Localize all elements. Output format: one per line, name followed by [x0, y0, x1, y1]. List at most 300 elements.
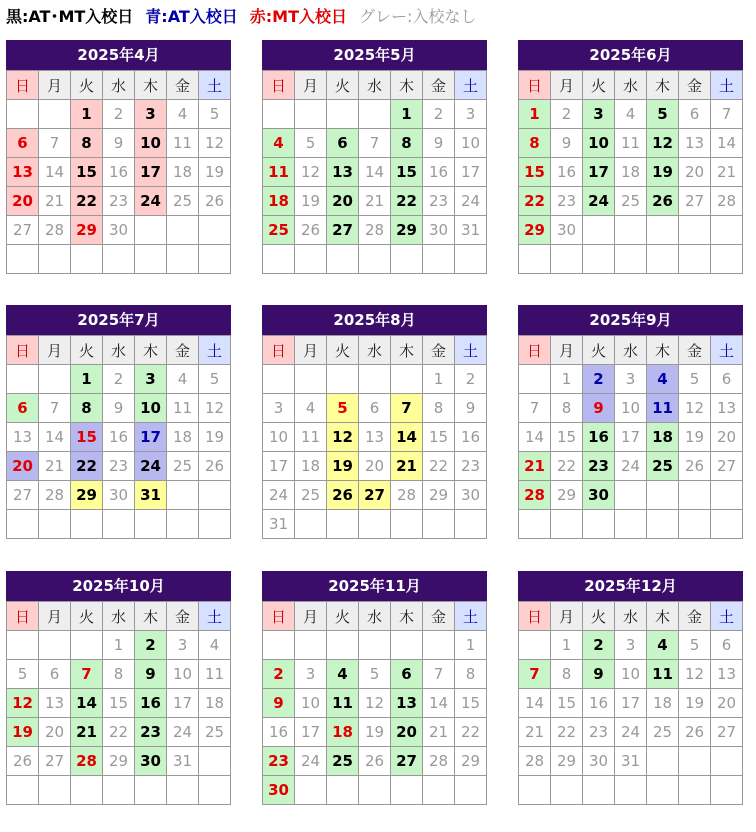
day-cell[interactable]: 19 — [679, 423, 711, 452]
day-cell[interactable]: 29 — [519, 216, 551, 245]
day-cell[interactable]: 31 — [167, 747, 199, 776]
day-cell[interactable]: 3 — [295, 660, 327, 689]
day-cell[interactable]: 23 — [583, 718, 615, 747]
day-cell[interactable]: 6 — [7, 129, 39, 158]
day-cell[interactable]: 18 — [615, 158, 647, 187]
weekday-header — [7, 602, 231, 631]
day-cell[interactable]: 25 — [263, 216, 295, 245]
day-cell[interactable]: 16 — [583, 689, 615, 718]
day-cell[interactable]: 22 — [71, 452, 103, 481]
day-cell[interactable]: 22 — [551, 452, 583, 481]
day-cell[interactable]: 15 — [423, 423, 455, 452]
day-cell[interactable]: 19 — [327, 452, 359, 481]
day-cell[interactable]: 28 — [39, 481, 71, 510]
day-cell[interactable]: 20 — [327, 187, 359, 216]
day-cell[interactable]: 13 — [7, 423, 39, 452]
day-cell[interactable]: 12 — [679, 660, 711, 689]
day-cell[interactable]: 11 — [199, 660, 231, 689]
day-cell[interactable]: 9 — [551, 129, 583, 158]
day-cell[interactable]: 13 — [39, 689, 71, 718]
day-cell[interactable]: 31 — [135, 481, 167, 510]
day-cell[interactable]: 14 — [39, 158, 71, 187]
day-cell[interactable]: 7 — [359, 129, 391, 158]
day-cell[interactable]: 13 — [7, 158, 39, 187]
day-cell[interactable]: 22 — [391, 187, 423, 216]
day-cell[interactable]: 12 — [679, 394, 711, 423]
day-cell[interactable]: 21 — [423, 718, 455, 747]
day-cell[interactable]: 16 — [135, 689, 167, 718]
day-cell[interactable]: 24 — [455, 187, 487, 216]
day-cell[interactable]: 30 — [103, 216, 135, 245]
day-cell[interactable]: 9 — [263, 689, 295, 718]
day-cell[interactable]: 14 — [519, 689, 551, 718]
week-row — [519, 776, 743, 805]
day-cell[interactable]: 17 — [135, 158, 167, 187]
day-cell[interactable]: 29 — [71, 216, 103, 245]
day-cell[interactable]: 15 — [103, 689, 135, 718]
day-cell[interactable]: 2 — [103, 365, 135, 394]
day-cell[interactable]: 30 — [551, 216, 583, 245]
day-cell[interactable]: 8 — [551, 394, 583, 423]
empty-cell — [327, 365, 359, 394]
day-cell[interactable]: 15 — [519, 158, 551, 187]
day-cell[interactable]: 12 — [199, 129, 231, 158]
day-cell[interactable]: 24 — [615, 718, 647, 747]
day-cell[interactable]: 5 — [199, 365, 231, 394]
day-cell[interactable]: 2 — [551, 100, 583, 129]
day-cell[interactable]: 12 — [359, 689, 391, 718]
day-cell[interactable]: 14 — [423, 689, 455, 718]
day-cell[interactable]: 1 — [519, 100, 551, 129]
day-cell[interactable]: 19 — [359, 718, 391, 747]
weekday-label: 火 — [71, 71, 103, 100]
day-cell[interactable]: 23 — [103, 187, 135, 216]
day-cell[interactable]: 25 — [199, 718, 231, 747]
day-cell[interactable]: 23 — [583, 452, 615, 481]
day-cell[interactable]: 6 — [327, 129, 359, 158]
empty-cell — [327, 776, 359, 805]
day-cell[interactable]: 19 — [679, 689, 711, 718]
day-cell[interactable]: 22 — [103, 718, 135, 747]
day-cell[interactable]: 16 — [263, 718, 295, 747]
weekday-label: 土 — [455, 336, 487, 365]
day-cell[interactable]: 23 — [455, 452, 487, 481]
day-cell[interactable]: 26 — [327, 481, 359, 510]
day-cell[interactable]: 11 — [295, 423, 327, 452]
day-cell[interactable]: 26 — [359, 747, 391, 776]
day-cell[interactable]: 30 — [263, 776, 295, 805]
day-cell[interactable]: 17 — [615, 423, 647, 452]
day-cell[interactable]: 7 — [71, 660, 103, 689]
day-cell[interactable]: 13 — [359, 423, 391, 452]
day-cell[interactable]: 21 — [39, 187, 71, 216]
day-cell[interactable]: 12 — [295, 158, 327, 187]
day-cell[interactable]: 30 — [103, 481, 135, 510]
empty-cell — [103, 510, 135, 539]
day-cell[interactable]: 28 — [519, 747, 551, 776]
day-cell[interactable]: 16 — [103, 158, 135, 187]
day-cell[interactable]: 9 — [583, 660, 615, 689]
day-cell[interactable]: 10 — [615, 394, 647, 423]
day-cell[interactable]: 21 — [359, 187, 391, 216]
day-cell[interactable]: 23 — [263, 747, 295, 776]
day-cell[interactable]: 5 — [359, 660, 391, 689]
day-cell[interactable]: 18 — [647, 689, 679, 718]
day-cell[interactable]: 1 — [71, 100, 103, 129]
day-cell[interactable]: 5 — [295, 129, 327, 158]
day-cell[interactable]: 18 — [199, 689, 231, 718]
month-calendar — [6, 40, 231, 274]
day-cell[interactable]: 1 — [103, 631, 135, 660]
day-cell[interactable]: 12 — [7, 689, 39, 718]
day-cell[interactable]: 12 — [647, 129, 679, 158]
day-cell[interactable]: 1 — [71, 365, 103, 394]
day-cell[interactable]: 19 — [647, 158, 679, 187]
day-cell[interactable]: 24 — [135, 452, 167, 481]
day-cell[interactable]: 2 — [455, 365, 487, 394]
day-cell[interactable]: 12 — [199, 394, 231, 423]
day-cell[interactable]: 17 — [135, 423, 167, 452]
week-row — [519, 747, 743, 776]
day-cell[interactable]: 23 — [551, 187, 583, 216]
day-cell[interactable]: 14 — [519, 423, 551, 452]
day-cell[interactable]: 7 — [391, 394, 423, 423]
day-cell[interactable]: 6 — [39, 660, 71, 689]
day-cell[interactable]: 21 — [711, 158, 743, 187]
day-cell[interactable]: 28 — [391, 481, 423, 510]
day-cell[interactable]: 10 — [295, 689, 327, 718]
empty-cell — [391, 631, 423, 660]
day-cell[interactable]: 8 — [455, 660, 487, 689]
day-cell[interactable]: 2 — [423, 100, 455, 129]
day-cell[interactable]: 15 — [71, 423, 103, 452]
day-cell[interactable]: 6 — [679, 100, 711, 129]
week-row — [7, 776, 231, 805]
day-cell[interactable]: 15 — [391, 158, 423, 187]
day-cell[interactable]: 8 — [519, 129, 551, 158]
day-cell[interactable]: 25 — [647, 452, 679, 481]
day-cell[interactable]: 11 — [167, 394, 199, 423]
day-cell[interactable]: 24 — [615, 452, 647, 481]
day-cell[interactable]: 29 — [551, 747, 583, 776]
day-cell[interactable]: 10 — [583, 129, 615, 158]
day-cell[interactable]: 26 — [295, 216, 327, 245]
day-cell[interactable]: 27 — [711, 718, 743, 747]
day-cell[interactable]: 18 — [167, 423, 199, 452]
day-cell[interactable]: 28 — [39, 216, 71, 245]
day-cell[interactable]: 21 — [519, 452, 551, 481]
weekday-header — [519, 336, 743, 365]
day-cell[interactable]: 3 — [167, 631, 199, 660]
day-cell[interactable]: 3 — [615, 631, 647, 660]
day-cell[interactable]: 24 — [583, 187, 615, 216]
day-cell[interactable]: 17 — [295, 718, 327, 747]
day-cell[interactable]: 4 — [263, 129, 295, 158]
day-cell[interactable]: 26 — [199, 187, 231, 216]
day-cell[interactable]: 16 — [583, 423, 615, 452]
day-cell[interactable]: 27 — [7, 216, 39, 245]
day-cell[interactable]: 5 — [7, 660, 39, 689]
day-cell[interactable]: 20 — [711, 689, 743, 718]
day-cell[interactable]: 7 — [519, 660, 551, 689]
day-cell[interactable]: 8 — [551, 660, 583, 689]
day-cell[interactable]: 18 — [295, 452, 327, 481]
day-cell[interactable]: 8 — [71, 394, 103, 423]
day-cell[interactable]: 30 — [583, 747, 615, 776]
day-cell[interactable]: 26 — [7, 747, 39, 776]
empty-cell — [7, 631, 39, 660]
day-cell[interactable]: 1 — [455, 631, 487, 660]
day-cell[interactable]: 3 — [263, 394, 295, 423]
day-cell[interactable]: 15 — [71, 158, 103, 187]
day-cell[interactable]: 23 — [135, 718, 167, 747]
day-cell[interactable]: 8 — [103, 660, 135, 689]
day-cell[interactable]: 29 — [103, 747, 135, 776]
day-cell[interactable]: 28 — [359, 216, 391, 245]
empty-cell — [679, 776, 711, 805]
day-cell[interactable]: 2 — [135, 631, 167, 660]
day-cell[interactable]: 25 — [167, 452, 199, 481]
day-cell[interactable]: 29 — [391, 216, 423, 245]
day-cell[interactable]: 5 — [647, 100, 679, 129]
day-cell[interactable]: 10 — [135, 129, 167, 158]
day-cell[interactable]: 3 — [135, 365, 167, 394]
day-cell[interactable]: 4 — [647, 631, 679, 660]
day-cell[interactable]: 14 — [71, 689, 103, 718]
day-cell[interactable]: 14 — [39, 423, 71, 452]
day-cell[interactable]: 22 — [71, 187, 103, 216]
empty-cell — [615, 245, 647, 274]
day-cell[interactable]: 20 — [7, 187, 39, 216]
day-cell[interactable]: 7 — [519, 394, 551, 423]
empty-cell — [583, 776, 615, 805]
day-cell[interactable]: 6 — [391, 660, 423, 689]
day-cell[interactable]: 21 — [71, 718, 103, 747]
day-cell[interactable]: 7 — [39, 394, 71, 423]
empty-cell — [39, 776, 71, 805]
day-cell[interactable]: 20 — [711, 423, 743, 452]
day-cell[interactable]: 22 — [455, 718, 487, 747]
day-cell[interactable]: 29 — [455, 747, 487, 776]
day-cell[interactable]: 5 — [199, 100, 231, 129]
day-cell[interactable]: 3 — [615, 365, 647, 394]
day-cell[interactable]: 28 — [519, 481, 551, 510]
day-cell[interactable]: 4 — [647, 365, 679, 394]
day-cell[interactable]: 3 — [455, 100, 487, 129]
day-cell[interactable]: 31 — [615, 747, 647, 776]
day-cell[interactable]: 13 — [711, 660, 743, 689]
day-cell[interactable]: 9 — [103, 394, 135, 423]
day-cell[interactable]: 5 — [679, 631, 711, 660]
day-cell[interactable]: 22 — [519, 187, 551, 216]
day-cell[interactable]: 18 — [263, 187, 295, 216]
day-cell[interactable]: 2 — [263, 660, 295, 689]
day-cell[interactable]: 9 — [135, 660, 167, 689]
day-cell[interactable]: 18 — [167, 158, 199, 187]
day-cell[interactable]: 1 — [551, 631, 583, 660]
day-cell[interactable]: 20 — [679, 158, 711, 187]
day-cell[interactable]: 17 — [167, 689, 199, 718]
day-cell[interactable]: 25 — [615, 187, 647, 216]
day-cell[interactable]: 7 — [39, 129, 71, 158]
day-cell[interactable]: 11 — [647, 394, 679, 423]
day-cell[interactable]: 25 — [327, 747, 359, 776]
day-cell[interactable]: 25 — [167, 187, 199, 216]
day-cell[interactable]: 10 — [263, 423, 295, 452]
day-cell[interactable]: 28 — [71, 747, 103, 776]
day-cell[interactable]: 11 — [167, 129, 199, 158]
day-cell[interactable]: 30 — [423, 216, 455, 245]
day-cell[interactable]: 10 — [455, 129, 487, 158]
day-cell[interactable]: 4 — [295, 394, 327, 423]
day-cell[interactable]: 14 — [711, 129, 743, 158]
day-cell[interactable]: 25 — [647, 718, 679, 747]
day-cell[interactable]: 13 — [391, 689, 423, 718]
day-cell[interactable]: 8 — [391, 129, 423, 158]
day-cell[interactable]: 12 — [327, 423, 359, 452]
day-cell[interactable]: 20 — [39, 718, 71, 747]
day-cell[interactable]: 4 — [615, 100, 647, 129]
day-cell[interactable]: 8 — [71, 129, 103, 158]
day-cell[interactable]: 16 — [455, 423, 487, 452]
day-cell[interactable]: 17 — [263, 452, 295, 481]
week-row — [7, 660, 231, 689]
day-cell[interactable]: 31 — [455, 216, 487, 245]
day-cell[interactable]: 17 — [583, 158, 615, 187]
day-cell[interactable]: 28 — [423, 747, 455, 776]
day-cell[interactable]: 30 — [455, 481, 487, 510]
day-cell[interactable]: 26 — [199, 452, 231, 481]
day-cell[interactable]: 26 — [679, 718, 711, 747]
day-cell[interactable]: 13 — [679, 129, 711, 158]
day-cell[interactable]: 7 — [423, 660, 455, 689]
day-cell[interactable]: 16 — [551, 158, 583, 187]
day-cell[interactable]: 15 — [551, 423, 583, 452]
day-cell[interactable]: 21 — [39, 452, 71, 481]
day-cell[interactable]: 11 — [263, 158, 295, 187]
day-cell[interactable]: 21 — [519, 718, 551, 747]
day-cell[interactable]: 27 — [391, 747, 423, 776]
day-cell[interactable]: 13 — [711, 394, 743, 423]
day-cell[interactable]: 15 — [455, 689, 487, 718]
day-cell[interactable]: 24 — [135, 187, 167, 216]
day-cell[interactable]: 16 — [103, 423, 135, 452]
day-cell[interactable]: 16 — [423, 158, 455, 187]
day-cell[interactable]: 2 — [583, 631, 615, 660]
day-cell[interactable]: 29 — [71, 481, 103, 510]
day-cell[interactable]: 27 — [7, 481, 39, 510]
day-cell[interactable]: 23 — [423, 187, 455, 216]
day-cell[interactable]: 21 — [391, 452, 423, 481]
day-cell[interactable]: 6 — [7, 394, 39, 423]
day-cell[interactable]: 18 — [327, 718, 359, 747]
day-cell[interactable]: 19 — [295, 187, 327, 216]
day-cell[interactable]: 20 — [359, 452, 391, 481]
day-cell[interactable]: 7 — [711, 100, 743, 129]
weekday-label: 水 — [359, 71, 391, 100]
day-cell[interactable]: 2 — [583, 365, 615, 394]
day-cell[interactable]: 10 — [615, 660, 647, 689]
day-cell[interactable]: 4 — [327, 660, 359, 689]
day-cell[interactable]: 9 — [455, 394, 487, 423]
day-cell[interactable]: 22 — [551, 718, 583, 747]
day-cell[interactable]: 9 — [583, 394, 615, 423]
day-cell[interactable]: 8 — [423, 394, 455, 423]
day-cell[interactable]: 15 — [551, 689, 583, 718]
day-cell[interactable]: 13 — [327, 158, 359, 187]
month-calendar — [262, 40, 487, 274]
day-cell[interactable]: 24 — [263, 481, 295, 510]
empty-cell — [199, 245, 231, 274]
day-cell[interactable]: 29 — [551, 481, 583, 510]
day-cell[interactable]: 19 — [7, 718, 39, 747]
day-cell[interactable]: 5 — [679, 365, 711, 394]
day-cell[interactable]: 20 — [391, 718, 423, 747]
day-cell[interactable]: 26 — [679, 452, 711, 481]
day-cell[interactable]: 14 — [359, 158, 391, 187]
day-cell[interactable]: 27 — [327, 216, 359, 245]
day-cell[interactable]: 19 — [199, 158, 231, 187]
day-cell[interactable]: 29 — [423, 481, 455, 510]
day-cell[interactable]: 2 — [103, 100, 135, 129]
month-title: 2025年6月 — [518, 40, 743, 70]
day-cell[interactable]: 4 — [167, 365, 199, 394]
day-cell[interactable]: 3 — [583, 100, 615, 129]
day-cell[interactable]: 4 — [199, 631, 231, 660]
day-cell[interactable]: 3 — [135, 100, 167, 129]
day-cell[interactable]: 11 — [615, 129, 647, 158]
day-cell[interactable]: 11 — [327, 689, 359, 718]
day-cell[interactable]: 18 — [647, 423, 679, 452]
day-cell[interactable]: 19 — [199, 423, 231, 452]
day-cell[interactable]: 11 — [647, 660, 679, 689]
day-cell[interactable]: 30 — [135, 747, 167, 776]
day-cell[interactable]: 28 — [711, 187, 743, 216]
day-cell[interactable]: 24 — [295, 747, 327, 776]
day-cell[interactable]: 25 — [295, 481, 327, 510]
day-cell[interactable]: 14 — [391, 423, 423, 452]
day-cell[interactable]: 22 — [423, 452, 455, 481]
day-cell[interactable]: 10 — [135, 394, 167, 423]
day-cell[interactable]: 30 — [583, 481, 615, 510]
day-cell[interactable]: 6 — [711, 631, 743, 660]
day-cell[interactable]: 5 — [327, 394, 359, 423]
day-cell[interactable]: 23 — [103, 452, 135, 481]
day-cell[interactable]: 27 — [711, 452, 743, 481]
day-cell[interactable]: 31 — [263, 510, 295, 539]
day-cell[interactable]: 9 — [423, 129, 455, 158]
day-cell[interactable]: 17 — [615, 689, 647, 718]
day-cell[interactable]: 27 — [679, 187, 711, 216]
week-row — [519, 481, 743, 510]
day-cell[interactable]: 27 — [359, 481, 391, 510]
day-cell[interactable]: 17 — [455, 158, 487, 187]
day-cell[interactable]: 1 — [551, 365, 583, 394]
day-cell[interactable]: 20 — [7, 452, 39, 481]
day-cell[interactable]: 10 — [167, 660, 199, 689]
day-cell[interactable]: 1 — [391, 100, 423, 129]
day-cell[interactable]: 27 — [39, 747, 71, 776]
empty-cell — [423, 245, 455, 274]
day-cell[interactable]: 4 — [167, 100, 199, 129]
day-cell[interactable]: 24 — [167, 718, 199, 747]
day-cell[interactable]: 26 — [647, 187, 679, 216]
day-cell[interactable]: 6 — [711, 365, 743, 394]
day-cell[interactable]: 1 — [423, 365, 455, 394]
day-cell[interactable]: 9 — [103, 129, 135, 158]
day-cell[interactable]: 6 — [359, 394, 391, 423]
empty-cell — [647, 216, 679, 245]
